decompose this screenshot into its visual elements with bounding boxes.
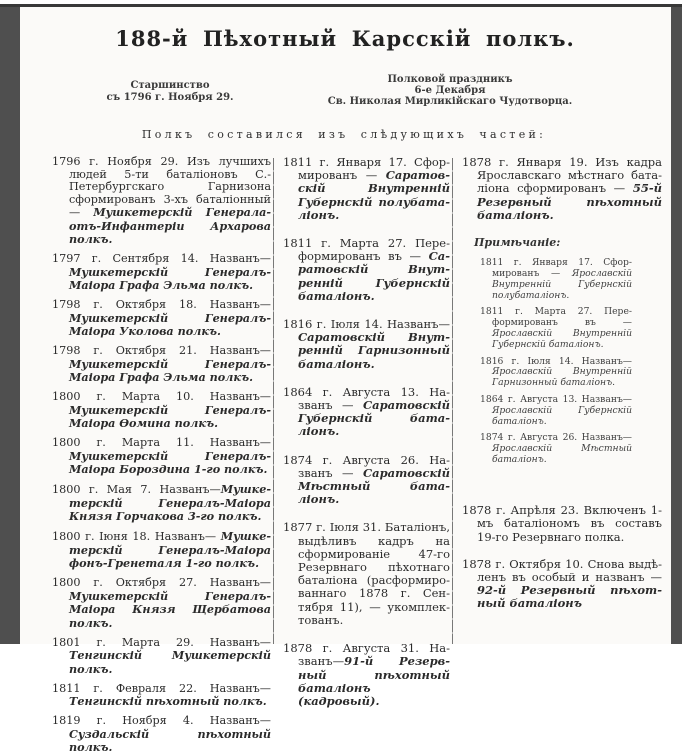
- history-entry: 1798 г. Октября 21. Названъ—Мушкетерскій Генералъ-Маіора Графа Эльма полкъ.: [52, 344, 271, 384]
- history-entry: 1800 г. Іюня 18. Названъ— Мушкетерскій Генералъ-Маіора фонъ-Гренеталя 1-го полкъ.: [52, 529, 271, 570]
- history-entry: 1811 г. Марта 27. Переформированъ въ — Саратовскій Внутренній Губернскій баталіонъ.: [283, 236, 450, 303]
- holiday-date: 6-е Декабря: [414, 84, 486, 96]
- history-entry: 1811 г. Марта 27. Переформированъ въ — Ярославскій Внутренній Губернскій баталіонъ.: [480, 306, 632, 350]
- history-entry: 1800 г. Октября 27. Названъ—Мушкетерскій Генералъ-Маіора Князя Щербатова полкъ.: [52, 576, 271, 630]
- seniority-block: [88, 80, 252, 103]
- history-entry: 1878 г. Октября 10. Снова выдѣленъ въ особый и названъ — 92-й Резервный пѣхотный баталіонъ: [462, 556, 662, 611]
- holiday-label: Полковой праздникъ: [387, 74, 513, 85]
- history-entry: 1874 г. Августа 26. Названъ — Саратовскій Мѣстный баталіонъ.: [283, 452, 450, 507]
- history-entry: 1864 г. Августа 13. Названъ—Ярославскій Губернскій баталіонъ.: [480, 393, 632, 427]
- scan-left-edge: [0, 7, 20, 644]
- column-left: [52, 155, 271, 754]
- history-entry: 1878 г. Января 19. Изъ кадра Ярославскаго мѣстнаго баталіона сформированъ — 55-й Резервный пѣхотный баталіонъ.: [462, 155, 662, 222]
- history-entry: 1797 г. Сентября 14. Названъ—Мушкетерскій Генералъ-Маіора Графа Эльма полкъ.: [52, 252, 271, 292]
- page-title: 188-й Пѣхотный Карсскій полкъ.: [115, 26, 575, 51]
- history-entry: 1819 г. Ноября 4. Названъ—Суздальскій пѣхотный полкъ.: [52, 714, 271, 754]
- scan-top-edge: [0, 4, 682, 7]
- history-entry: 1800 г. Марта 10. Названъ—Мушкетерскій Генералъ-Маіора Ѳомина полкъ.: [52, 390, 271, 430]
- history-entry: 1800 г. Марта 11. Названъ—Мушкетерскій Генералъ-Маіора Бороздина 1-го полкъ.: [52, 436, 271, 476]
- seniority-value: съ 1796 г. Ноября 29.: [106, 91, 234, 103]
- note-heading: Примѣчаніе:: [474, 236, 561, 250]
- right-column-top-entries: [462, 156, 662, 222]
- history-entry: 1864 г. Августа 13. Названъ — Саратовскій Губернскій баталіонъ.: [283, 384, 450, 439]
- history-entry: 1800 г. Мая 7. Названъ—Мушкетерскій Генералъ-Маіора Князя Горчакова 3-го полкъ.: [52, 482, 271, 523]
- history-entry: 1816 г. Іюля 14. Названъ— Саратовскій Внутренній Гарнизонный баталіонъ.: [283, 317, 450, 371]
- history-entry: 1811 г. Февраля 22. Названъ—Тенгинскій пѣхотный полкъ.: [52, 681, 271, 708]
- section-heading: Полкъ составился изъ слѣдующихъ частей:: [141, 128, 547, 141]
- regimental-holiday-block: [322, 75, 578, 107]
- seniority-label: Старшинство: [130, 80, 210, 91]
- history-entry: 1878 г. Августа 31. Названъ—91-й Резервный пѣхотный баталіонъ (кадровый).: [283, 641, 450, 708]
- history-entry: 1877 г. Іюля 31. Баталіонъ, выдѣливъ кадръ на сформированіе 47-го Резервнаго пѣхотнаго баталіона (расформированнаго 1878 г. Сентября 11), — укомплектованъ.: [283, 520, 450, 627]
- column-divider: [452, 158, 453, 644]
- history-entry: 1811 г. Января 17. Сформированъ — Ярославскій Внутренній Губернскій полубаталіонъ.: [480, 257, 632, 301]
- notes-list: [480, 258, 632, 496]
- history-entry: 1878 г. Апрѣля 23. Включенъ 1-мъ баталіономъ въ составъ 19-го Резервнаго полка.: [462, 503, 662, 544]
- history-entry: 1816 г. Іюля 14. Названъ—Ярославскій Внутренній Гарнизонный баталіонъ.: [480, 355, 632, 389]
- column-divider: [273, 158, 274, 644]
- history-entry: 1798 г. Октября 18. Названъ—Мушкетерскій Генералъ-Маіора Уколова полкъ.: [52, 298, 271, 338]
- column-right: [462, 156, 662, 644]
- holiday-patron: Св. Николая Мирликійскаго Чудотворца.: [327, 95, 573, 107]
- history-entry: 1874 г. Августа 26. Названъ—Ярославскій Мѣстный баталіонъ.: [480, 432, 632, 465]
- history-entry: 1796 г. Ноября 29. Изъ лучшихъ людей 5-ти баталіоновъ С.-Петербургскаго Гарнизона сформированъ 3-хъ баталіонный — Мушкетерскій Генерала-отъ-Инфантеріи Архарова полкъ.: [52, 155, 271, 246]
- history-entry: 1801 г. Марта 29. Названъ—Тенгинскій Мушкетерскій полкъ.: [52, 635, 271, 676]
- column-middle: [283, 155, 450, 708]
- right-column-bottom-entries: [462, 504, 662, 610]
- scan-right-edge: [671, 7, 682, 644]
- history-entry: 1811 г. Января 17. Сформированъ — Саратовскій Внутренній Губернскій полубаталіонъ.: [283, 155, 450, 222]
